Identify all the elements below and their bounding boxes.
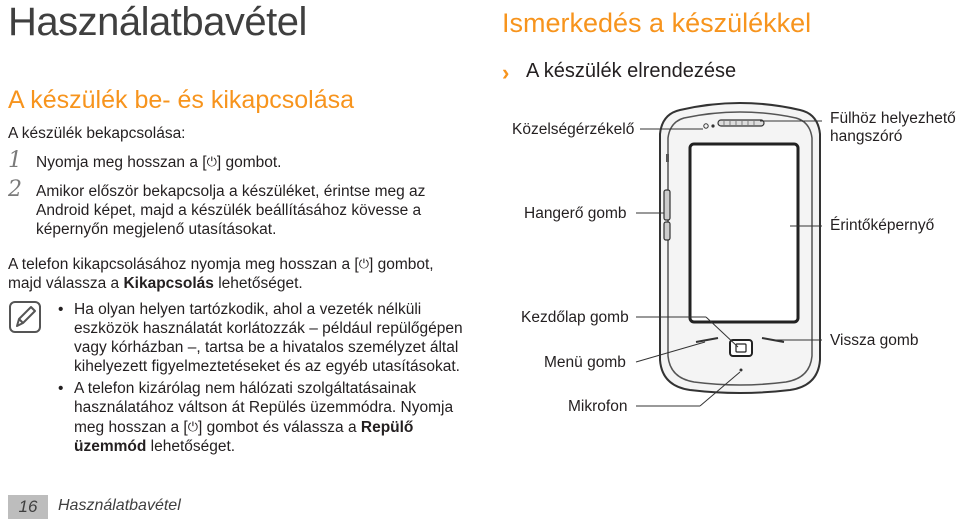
label-home-key: Kezdőlap gomb [521,309,629,326]
note-2-text-before: A telefon kizárólag nem hálózati szolgáltatásainak használatához váltson át Repülés üzemmódra. Nyomja meg hosszan a [ [74,380,454,436]
callout-home-diag [706,317,738,347]
power-icon: ⏻ [206,154,217,169]
label-touch-screen: Érintőképernyő [830,217,935,234]
step-2-text: Amikor először bekapcsolja a készüléket, érintse meg az Android képet, majd a készülék beállításához kövesse a képernyőn megjelenő utasításokat. [36,183,426,238]
label-microphone: Mikrofon [568,398,628,415]
power-off-text-before: A telefon kikapcsolásához nyomja meg hosszan a [ [8,256,359,273]
note-2-text-after: lehetőséget. [146,438,236,455]
note-1-text: Ha olyan helyen tartózkodik, ahol a vezeték nélküli eszközök használatát korlátozzák – például repülőgépen vagy kórházban –, tartsa be a hivatalos személyzet által kihelyezett figyelmeztetéseket és az egyéb utasításokat. [74,301,463,375]
right-section-title: Ismerkedés a készülékkel [502,8,812,38]
page-number: 16 [8,495,48,519]
callout-menu [636,342,705,362]
section-heading: A készülék be- és kikapcsolása [8,86,355,114]
intro-text: A készülék bekapcsolása: [8,125,186,142]
flight-mode-option: Repülő üzemmód [74,419,414,455]
page-title: Használatbavétel [8,0,307,44]
footer-section-label: Használatbavétel [58,497,181,514]
label-volume-key: Hangerő gomb [524,205,627,222]
callout-mic-diag [700,372,740,406]
power-icon: ⏻ [187,419,199,434]
label-back-key: Vissza gomb [830,332,919,349]
note-2-text-middle: ] gombot és válassza a [198,419,361,436]
step-number-1: 1 [8,148,22,173]
step-1-text-before: Nyomja meg hosszan a [ [36,154,207,171]
label-proximity-sensor: Közelségérzékelő [512,121,635,138]
power-icon: ⏻ [358,256,369,271]
power-off-text-middle: ] gombot, majd válassza a [8,256,434,292]
subsection-heading: A készülék elrendezése [526,60,737,82]
label-earpiece: Fülhöz helyezhető hangszóró [830,110,956,145]
chevron-right-icon: › [502,60,510,85]
bullet: • [58,380,64,397]
power-off-text-after: lehetőséget. [213,275,303,292]
step-1-text-after: ] gombot. [216,154,282,171]
power-off-option: Kikapcsolás [123,275,214,292]
label-menu-key: Menü gomb [544,354,626,371]
step-number-2: 2 [8,177,22,202]
bullet: • [58,301,64,318]
